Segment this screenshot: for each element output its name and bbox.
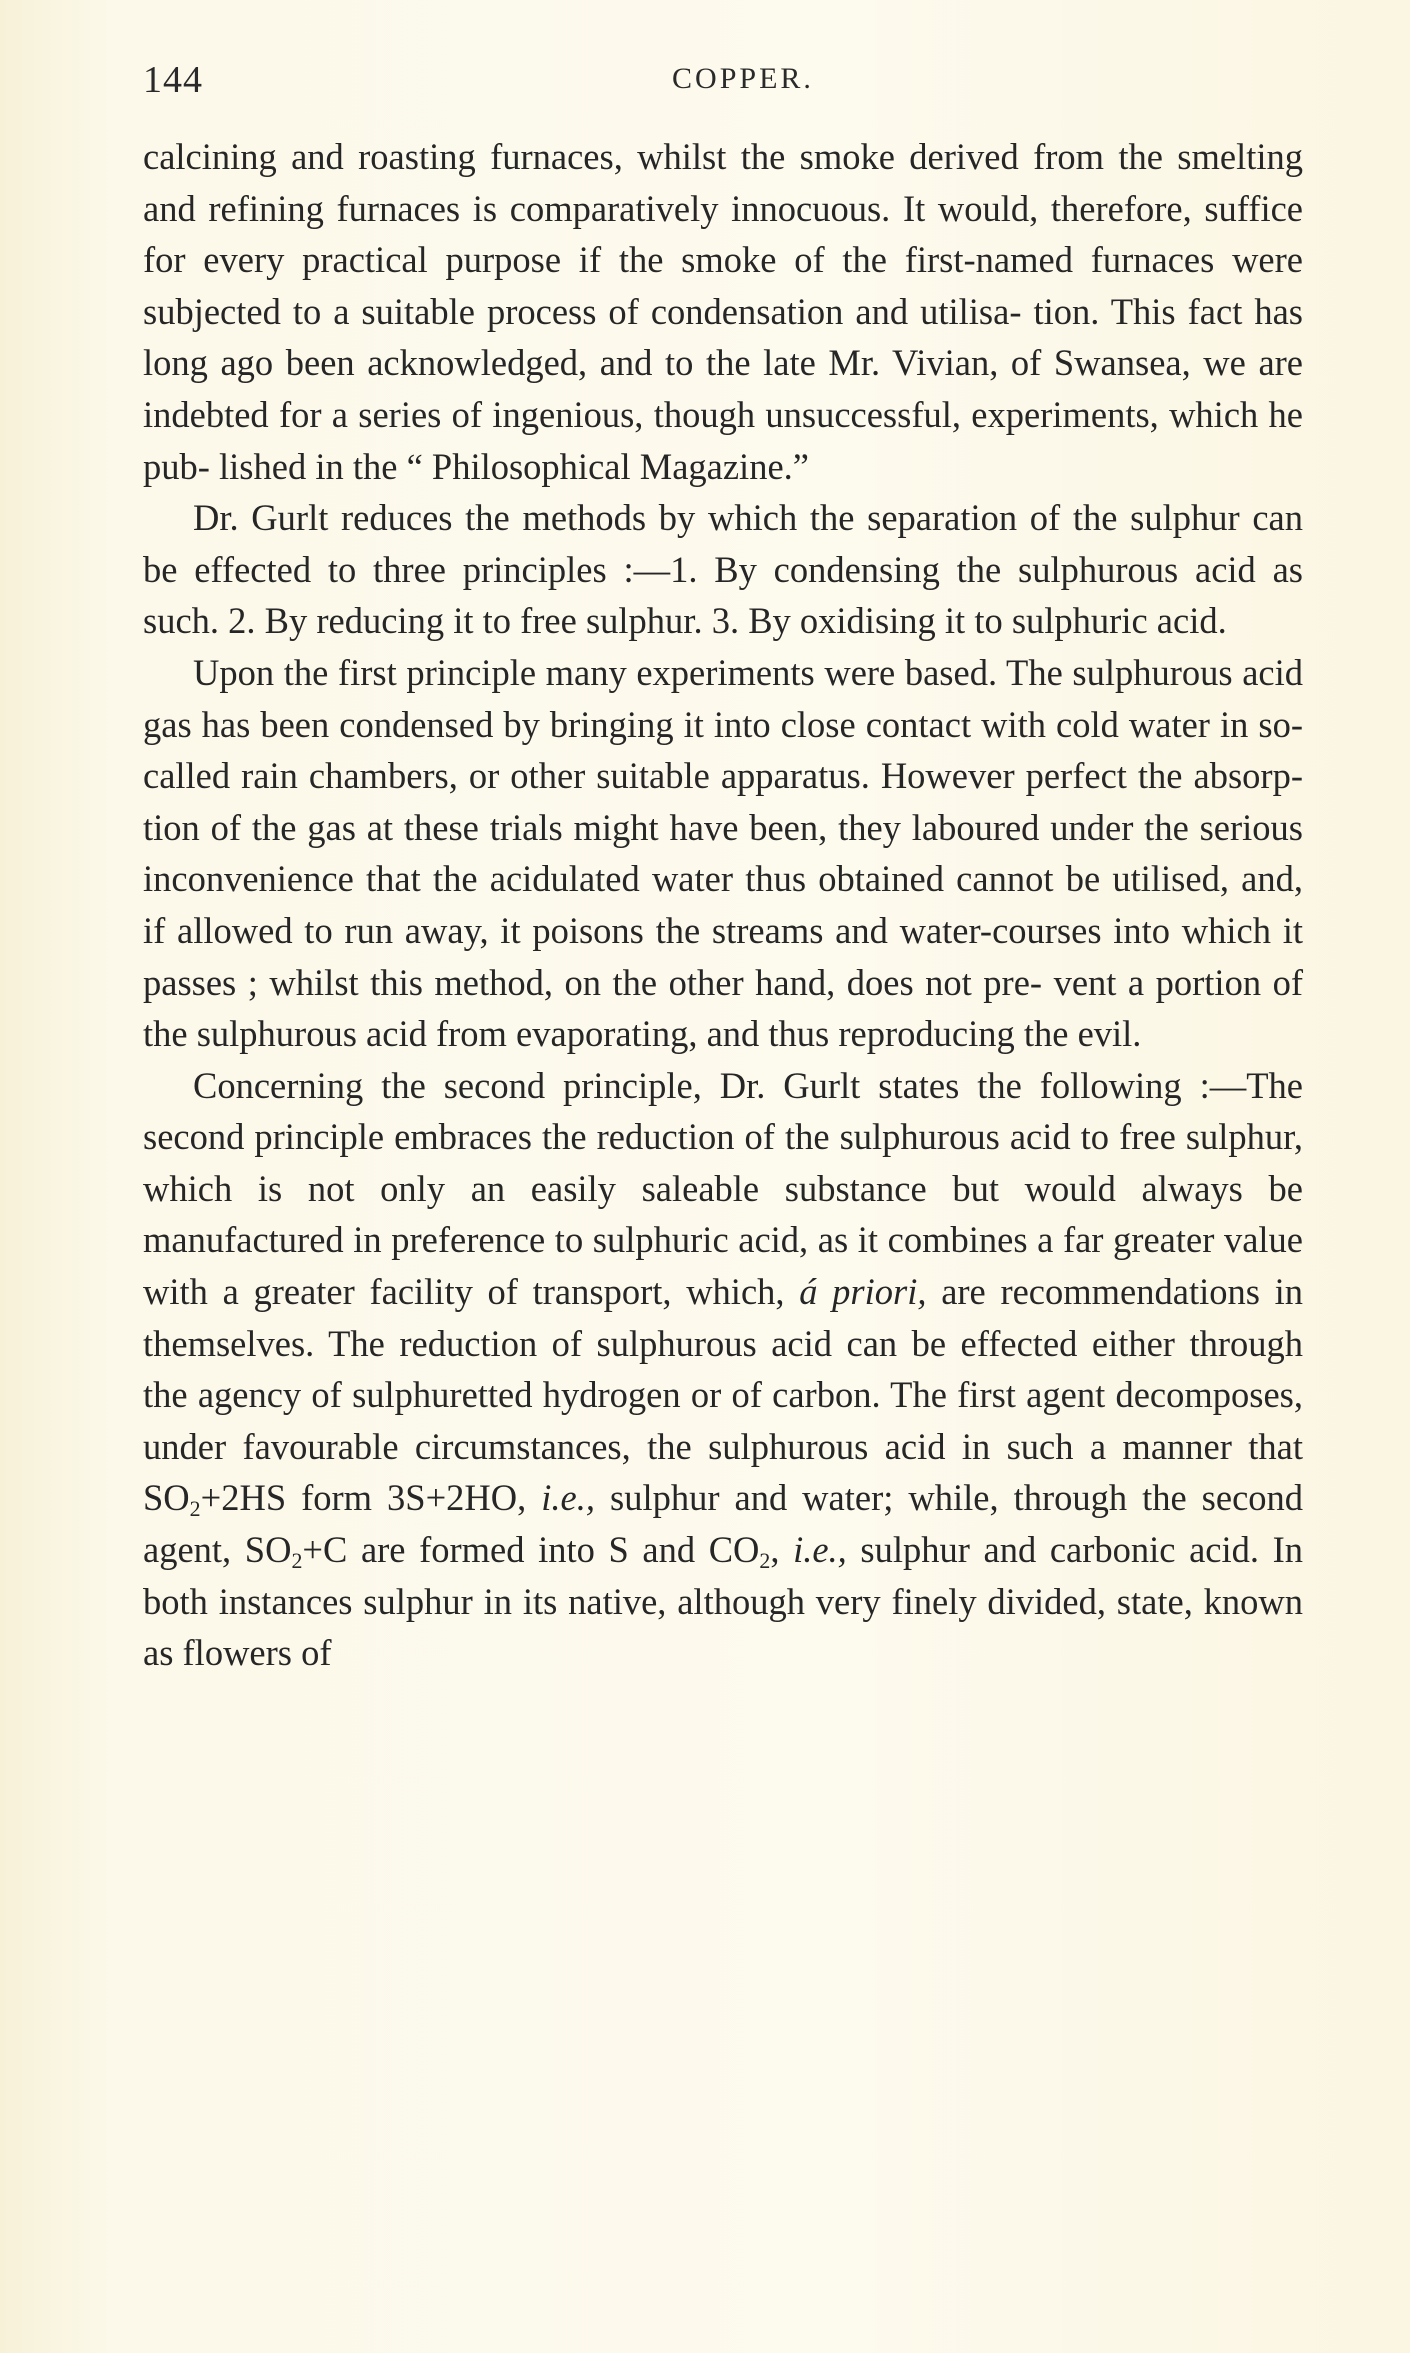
p4-italic-a-priori: á priori, [799,1271,927,1313]
paragraph-2: Dr. Gurlt reduces the methods by which the separation of the sulphur can be effected to three principles :—1. By condensing the sulphurous acid as such. 2. By reducing it to free sulphur. 3. By oxidising it to sulphuric acid. [143,497,1303,642]
p4-text-1: Concerning the second principle, Dr. Gurlt states the following :—The second principle embraces the reduction of the sulphurous acid to free sulphur, which is not only an easily saleable substance but would always be manufactured in preference to sulphuric acid, as it combines a far greater value with a greater facility of transport, which, [143,1064,1303,1313]
running-title: COPPER. [672,62,814,95]
formula-2 [244,1529,771,1574]
formula-1 [143,1477,527,1522]
p4-italic-ie-2: i.e., [793,1529,847,1571]
p4-italic-ie-1: i.e., [541,1477,595,1519]
formula-2-subscript-2: 2 [759,1548,771,1574]
paragraph-3: Upon the first principle many experiments were based. The sulphurous acid gas has been condensed by bringing it into close contact with cold water in so-called rain chambers, or other suitable apparatus. However perfect the absorp- tion of the gas at these trials might have been, they laboured under the serious inconvenience that the acidulated water thus obtained cannot be utilised, and, if allowed to run away, it poisons the streams and water-courses into which it passes ; whilst this method, on the other hand, does not pre- vent a portion of the sulphurous acid from evaporating, and thus reproducing the evil. [143,651,1303,1055]
page-number: 144 [143,59,203,101]
paragraph-1: calcining and roasting furnaces, whilst the smoke derived from the smelting and refining furnaces is comparatively innocuous. It would, therefore, suffice for every practical purpose if the smoke of the first-named furnaces were subjected to a suitable process of condensation and utilisa- tion. This fact has long ago been acknowledged, and to the late Mr. Vivian, of Swansea, we are indebted for a series of ingenious, though unsuccessful, experiments, which he pub- lished in the “ Philosophical Magazine.” [143,136,1303,487]
paragraph-4: Concerning the second principle, Dr. Gurlt states the following :—The second principle embraces the reduction of the sulphurous acid to free sulphur, which is not only an easily saleable substance but would always be manufactured in preference to sulphuric acid, as it combines a far greater value with a greater facility of transport, which, á priori, are recommendations in themselves. The reduction of sulphurous acid can be effected either through the agency of sulphuretted hydrogen or of carbon. The first agent decomposes, under favourable circumstances, the sulphurous acid in such a manner that $SO_2+2HS$ form 3S+2HO, i.e., sulphur and water; while, through the second agent, $SO_2+C$ are formed into S and $CO_2$, i.e., sulphur and carbonic acid. In both instances sulphur in its native, although very finely divided, state, known as flowers of [143,1064,1304,1674]
running-head [143,58,1303,101]
p4-text-3: sulphur and water; while, through the second agent, [143,1477,1304,1571]
p4-text-4: sulphur and carbonic acid. In both instances sulphur in its native, although very finely divided, state, known as flowers of [143,1529,1304,1674]
formula-2-subscript-1: 2 [291,1548,303,1574]
formula-2-so: SO [244,1529,292,1571]
formula-1-rest: +2HS form 3S+2HO, [200,1477,527,1519]
formula-1-subscript: 2 [189,1496,201,1522]
p4-text-2: are recommendations in themselves. The reduction of sulphurous acid can be effected either through the agency of sulphuretted hydrogen or of carbon. The first agent decomposes, under favourable circumstances, the sulphurous acid in such a manner that [143,1271,1304,1467]
formula-2-rest: +C are formed into S and CO [302,1529,760,1571]
formula-1-so: SO [143,1477,190,1519]
body-text [143,131,1303,1679]
